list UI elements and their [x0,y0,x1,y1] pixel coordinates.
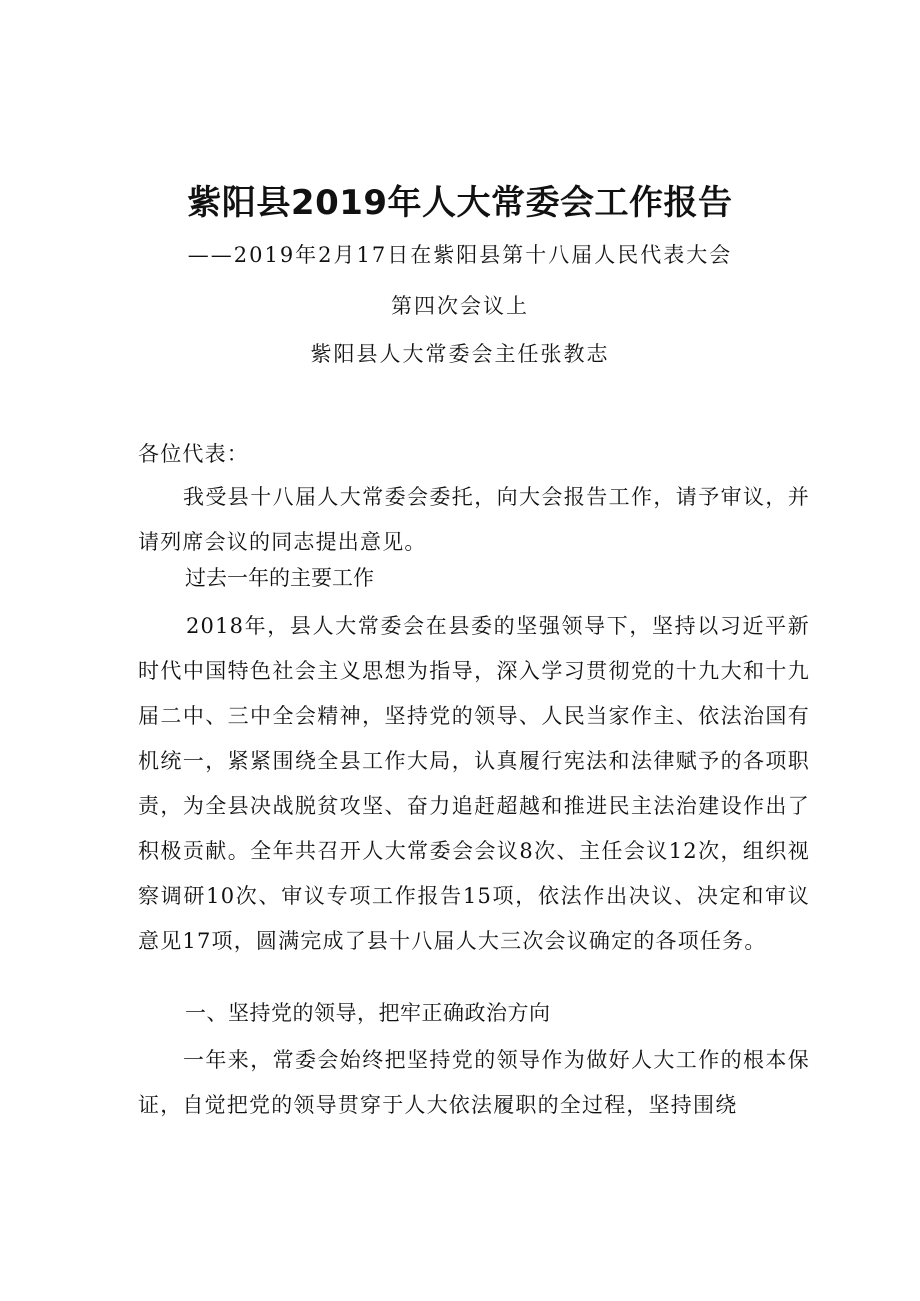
paragraph-intro: 我受县十八届人大常委会委托，向大会报告工作，请予审议，并请列席会议的同志提出意见。 [138,485,810,554]
salutation: 各位代表： [138,442,249,466]
subtitle-speaker-line: 紫阳县人大常委会主任张教志 [310,342,610,366]
document-title: 紫阳县2019年人大常委会工作报告 [187,183,733,223]
subtitle-session-line: 第四次会议上 [391,294,529,318]
paragraph-2018-summary: 2018年，县人大常委会在县委的坚强领导下，坚持以习近平新时代中国特色社会主义思想为指导，深入学习贯彻党的十九大和十九届二中、三中全会精神，坚持党的领导、人民当家作主、依法治国有机统一，紧紧围绕全县工作大局，认真履行宪法和法律赋予的各项职责，为全县决战脱贫攻坚、奋力追赶超越和推进民主法治建设作出了积极贡献。全年共召开人大常委会会议8次、主任会议12次，组织视察调研10次、审议专项工作报告15项，依法作出决议、决定和审议意见17项，圆满完成了县十八届人大三次会议确定的各项任务。 [138,614,810,953]
section-heading-past-year: 过去一年的主要工作 [185,566,374,590]
subtitle-meeting-line: ——2019年2月17日在紫阳县第十八届人民代表大会 [187,243,733,267]
section-heading-one: 一、坚持党的领导，把牢正确政治方向 [185,1001,551,1025]
paragraph-section-one: 一年来，常委会始终把坚持党的领导作为做好人大工作的根本保证，自觉把党的领导贯穿于人大依法履职的全过程，坚持围绕 [138,1048,810,1117]
